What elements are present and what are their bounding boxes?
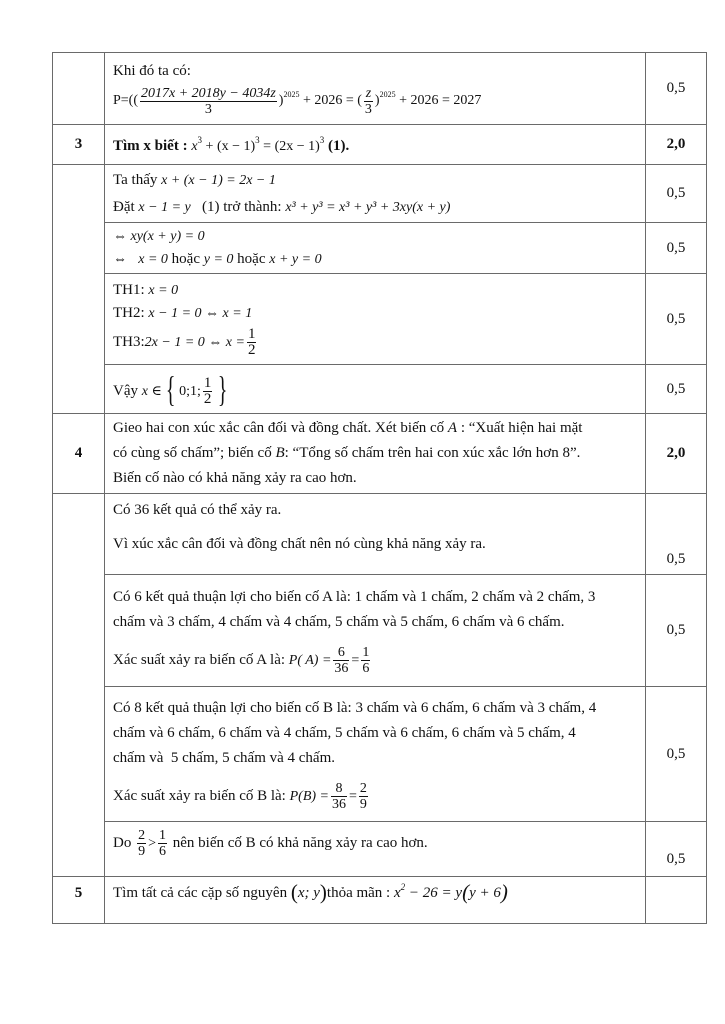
score-cell bbox=[646, 877, 707, 924]
numerator: z bbox=[365, 85, 372, 101]
table-row bbox=[53, 165, 707, 223]
formula-p: P=(( $\frac{2017x + 2018y - 4034z}{3}$ )$^{2025}$ + 2026 = ( $\frac{z}{3}$ )$^{2025}$ + 2026 = 2027 bbox=[113, 85, 482, 117]
solution-cell bbox=[105, 494, 646, 575]
formula-mid: + 2026 = ( bbox=[302, 93, 362, 109]
denominator: 3 bbox=[204, 101, 212, 117]
score-cell: 0,5 bbox=[646, 274, 707, 365]
math: x³ + y³ = x³ + y³ + 3xy(x + y) bbox=[285, 199, 451, 215]
denominator: 3 bbox=[364, 101, 372, 117]
case-label: TH1: bbox=[113, 281, 145, 298]
question-label: Tìm x biết : bbox=[113, 137, 188, 154]
text-line: Có 6 kết quả thuận lợi cho biến cố A là: 1 chấm và 1 chấm, 2 chấm và 2 chấm, 3 bbox=[113, 589, 596, 605]
question-equation bbox=[191, 134, 325, 154]
solution-cell bbox=[105, 687, 646, 822]
denominator: 6 bbox=[159, 844, 166, 859]
question-text bbox=[105, 877, 646, 924]
score-cell: 0,5 bbox=[646, 53, 707, 125]
solution-cell bbox=[105, 575, 646, 687]
score-cell: 0,5 bbox=[646, 365, 707, 414]
fraction bbox=[359, 781, 368, 812]
score-cell: 0,5 bbox=[646, 687, 707, 822]
case-label: TH2: bbox=[113, 304, 145, 321]
math: P( A) = bbox=[288, 652, 332, 668]
numerator: 1 bbox=[247, 325, 256, 342]
math: ⇔ bbox=[113, 251, 127, 267]
math: = bbox=[351, 652, 360, 668]
text: nên biến cố B có khả năng xảy ra cao hơn. bbox=[172, 834, 428, 851]
formula-tail: + 2026 = 2027 bbox=[399, 93, 482, 109]
math: x − 1 = 0 ⇔ x = 1 bbox=[148, 305, 253, 321]
denominator: 9 bbox=[359, 797, 367, 812]
variable: A bbox=[447, 420, 458, 436]
math: x − 1 = y bbox=[138, 199, 191, 215]
exponent: 2025 bbox=[283, 90, 300, 100]
set-values: 0;1; bbox=[179, 384, 201, 399]
denominator: 36 bbox=[334, 661, 349, 676]
text-line bbox=[113, 325, 637, 360]
question-number-cell bbox=[53, 494, 105, 877]
solution-cell bbox=[105, 53, 646, 125]
fraction bbox=[331, 781, 347, 812]
math: 2x − 1 = 0 ⇔ x = bbox=[144, 334, 245, 350]
right-paren-icon: ) bbox=[500, 880, 508, 904]
fraction bbox=[361, 645, 370, 676]
denominator: 6 bbox=[362, 661, 370, 676]
text: Tìm tất cả các cặp số nguyên bbox=[113, 885, 288, 901]
table-row bbox=[53, 687, 707, 822]
numerator: 1 bbox=[159, 828, 166, 843]
formula-prefix: P=(( bbox=[113, 93, 139, 109]
equation-ref: (1). bbox=[328, 137, 350, 154]
table-row bbox=[53, 822, 707, 877]
fraction bbox=[137, 828, 146, 859]
text-line: chấm và 3 chấm, 4 chấm và 4 chấm, 5 chấm và 5 chấm, 6 chấm và 6 chấm. bbox=[113, 614, 565, 630]
text: có cùng số chấm”; biến cố bbox=[113, 445, 272, 461]
score-cell: 0,5 bbox=[646, 494, 707, 575]
solution-cell bbox=[105, 822, 646, 877]
numerator: 8 bbox=[331, 781, 347, 797]
table-row bbox=[53, 494, 707, 575]
math: x + y = 0 bbox=[269, 251, 322, 267]
denominator: 36 bbox=[331, 797, 346, 812]
math: x = 0 bbox=[138, 251, 168, 267]
text-line bbox=[113, 248, 637, 271]
denominator: 9 bbox=[138, 844, 146, 859]
text: (1) trở thành: bbox=[202, 198, 282, 215]
text-line bbox=[113, 416, 637, 441]
math: − 26 = y bbox=[405, 885, 463, 901]
text: : “Xuất hiện hai mặt bbox=[460, 420, 583, 436]
fraction bbox=[364, 86, 373, 117]
table-row bbox=[53, 223, 707, 274]
numerator: 1 bbox=[362, 645, 370, 660]
table-row bbox=[53, 575, 707, 687]
text-line bbox=[113, 441, 637, 466]
question-text bbox=[105, 125, 646, 165]
denominator: 2 bbox=[203, 391, 212, 408]
exponent: 3 bbox=[197, 134, 203, 145]
case-label: TH3: bbox=[113, 333, 145, 350]
eq-term: x bbox=[191, 138, 198, 154]
math: x; y bbox=[297, 885, 320, 901]
exponent: 3 bbox=[319, 134, 325, 145]
text-line: chấm và 5 chấm, 5 chấm và 4 chấm. bbox=[113, 750, 335, 766]
solution-cell bbox=[105, 365, 646, 414]
text: Vậy bbox=[113, 383, 138, 399]
text-line: Biến cố nào có khả năng xảy ra cao hơn. bbox=[113, 470, 357, 486]
text: hoặc bbox=[237, 250, 266, 267]
right-brace-icon: } bbox=[218, 369, 228, 409]
score-cell: 0,5 bbox=[646, 575, 707, 687]
question-text bbox=[105, 414, 646, 494]
math: P(B) = bbox=[289, 788, 329, 804]
text: Gieo hai con xúc xắc cân đối và đồng chất. Xét biến cố bbox=[113, 420, 445, 436]
denominator: 2 bbox=[247, 341, 256, 358]
math: > bbox=[148, 835, 156, 851]
question-number-cell bbox=[53, 165, 105, 414]
fraction bbox=[203, 376, 213, 407]
math: x + (x − 1) = 2x − 1 bbox=[161, 172, 276, 188]
text-line bbox=[113, 645, 637, 676]
score-cell: 2,0 bbox=[646, 414, 707, 494]
text-line bbox=[113, 196, 637, 219]
score-cell: 0,5 bbox=[646, 165, 707, 223]
question-number-cell bbox=[53, 53, 105, 125]
question-row bbox=[53, 125, 707, 165]
eq-term: + (x − 1) bbox=[202, 138, 256, 154]
score-cell: 0,5 bbox=[646, 822, 707, 877]
solution-cell bbox=[105, 223, 646, 274]
score-cell: 0,5 bbox=[646, 223, 707, 274]
numerator: 1 bbox=[203, 375, 212, 392]
numerator: 2 bbox=[359, 781, 367, 796]
math: y + 6 bbox=[469, 885, 501, 901]
left-paren-icon: ( bbox=[290, 880, 298, 904]
equation bbox=[393, 880, 508, 904]
numerator: 2017x + 2018y − 4034z bbox=[141, 85, 276, 101]
text-line bbox=[113, 302, 637, 325]
left-brace-icon: { bbox=[165, 369, 176, 409]
text: : “Tổng số chấm trên hai con xúc xắc lớn hơn 8”. bbox=[284, 445, 581, 461]
text-line: Có 8 kết quả thuận lợi cho biến cố B là: 3 chấm và 6 chấm, 6 chấm và 3 chấm, 4 bbox=[113, 700, 597, 716]
table-row bbox=[53, 274, 707, 365]
text-line: Vì xúc xắc cân đối và đồng chất nên nó cùng khả năng xảy ra. bbox=[113, 536, 486, 552]
text: hoặc bbox=[171, 250, 200, 267]
exponent: 3 bbox=[255, 134, 260, 145]
exponent: 2 bbox=[400, 882, 406, 892]
text-line: Có 36 kết quả có thể xảy ra. bbox=[113, 502, 282, 518]
left-paren-icon: ( bbox=[462, 880, 470, 904]
score-cell: 2,0 bbox=[646, 125, 707, 165]
numerator: 2 bbox=[138, 828, 146, 843]
text: Xác suất xảy ra biến cố A là: bbox=[113, 651, 286, 668]
text-line: Khi đó ta có: bbox=[113, 63, 191, 80]
variable: B bbox=[275, 445, 285, 461]
question-row bbox=[53, 414, 707, 494]
math: x = 0 bbox=[148, 282, 179, 298]
numerator: 6 bbox=[333, 645, 349, 661]
question-number: 4 bbox=[53, 414, 105, 494]
text: Xác suất xảy ra biến cố B là: bbox=[113, 787, 286, 804]
text-line bbox=[113, 169, 637, 192]
solution-cell bbox=[105, 165, 646, 223]
text-line bbox=[113, 781, 637, 812]
text: Do bbox=[113, 834, 132, 851]
text: thỏa mãn : bbox=[326, 885, 391, 901]
fraction bbox=[247, 327, 257, 358]
right-paren-icon: ) bbox=[319, 880, 327, 904]
text-line bbox=[113, 279, 637, 302]
text: Đặt bbox=[113, 198, 135, 215]
question-row bbox=[53, 877, 707, 924]
math: x ∈ bbox=[141, 384, 162, 399]
question-number: 5 bbox=[53, 877, 105, 924]
exponent: 2025 bbox=[379, 90, 396, 100]
fraction bbox=[333, 645, 349, 676]
question-number: 3 bbox=[53, 125, 105, 165]
math-line: ⇔ xy(x + y) = 0 bbox=[113, 228, 205, 244]
answer-table bbox=[52, 52, 707, 924]
math: x bbox=[393, 885, 401, 901]
solution-cell bbox=[105, 274, 646, 365]
text-line: chấm và 6 chấm, 6 chấm và 4 chấm, 5 chấm và 6 chấm, 6 chấm và 5 chấm, 4 bbox=[113, 725, 576, 741]
fraction bbox=[158, 828, 167, 859]
text: Ta thấy bbox=[113, 171, 158, 188]
table-row bbox=[53, 53, 707, 125]
fraction bbox=[140, 86, 277, 117]
math: = bbox=[348, 788, 357, 804]
math: y = 0 bbox=[203, 251, 234, 267]
eq-term: = (2x − 1) bbox=[259, 138, 320, 154]
table-row bbox=[53, 365, 707, 414]
